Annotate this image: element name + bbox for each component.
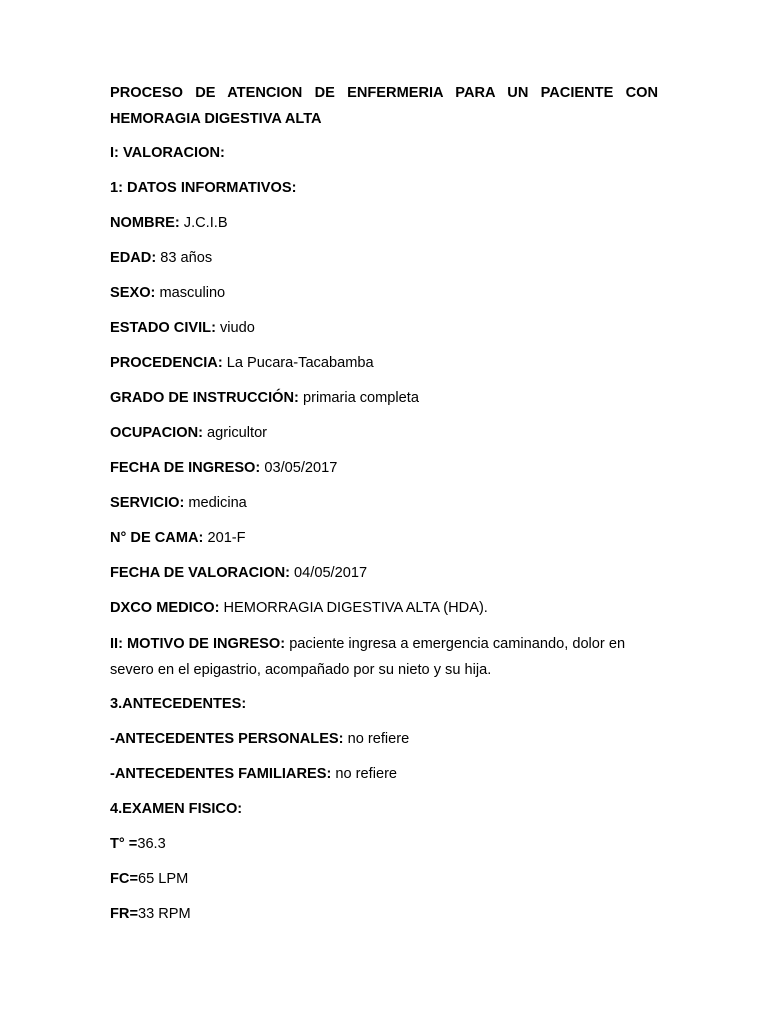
section-heading-examen-fisico: 4.EXAMEN FISICO: [110,801,243,817]
field-value: 33 RPM [137,906,191,922]
field-label: -ANTECEDENTES PERSONALES: [110,731,344,747]
field-label: FECHA DE VALORACION: [110,565,290,581]
field-label: DXCO MEDICO: [110,600,220,616]
field-label: NOMBRE: [110,215,180,231]
field-label: FR= [110,906,138,922]
field-value: no refiere [331,766,398,782]
field-estado-civil [110,316,658,342]
document-title: PROCESO DE ATENCION DE ENFERMERIA PARA UN PACIENTE CON HEMORAGIA DIGESTIVA ALTA [110,85,658,127]
field-diagnostico-medico [110,596,658,622]
field-value: medicina [184,495,247,511]
field-value: viudo [215,320,255,336]
field-label: N° DE CAMA: [110,530,204,546]
vital-frecuencia-cardiaca [110,867,658,893]
field-value: 04/05/2017 [289,565,368,581]
field-label: OCUPACION: [110,425,203,441]
field-fecha-valoracion [110,561,658,587]
section-heading-valoracion: I: VALORACION: [110,145,225,161]
field-procedencia [110,351,658,377]
field-value: no refiere [343,731,410,747]
vital-temperatura [110,832,658,858]
field-label: SERVICIO: [110,495,185,511]
field-value: J.C.I.B [179,215,228,231]
motivo-ingreso [110,631,658,683]
field-servicio [110,491,658,517]
motivo-label: II: MOTIVO DE INGRESO: [110,636,286,652]
field-value: 36.3 [137,836,166,852]
vital-frecuencia-respiratoria [110,902,658,928]
field-numero-cama [110,526,658,552]
field-label: GRADO DE INSTRUCCIÓN: [110,390,299,406]
field-value: HEMORRAGIA DIGESTIVA ALTA (HDA). [219,600,488,616]
field-value: masculino [155,285,226,301]
document-page [110,80,658,937]
field-value: 03/05/2017 [260,460,338,476]
antecedentes-familiares [110,762,658,788]
field-label: FECHA DE INGRESO: [110,460,261,476]
field-value: agricultor [202,425,268,441]
section-heading-datos-informativos: 1: DATOS INFORMATIVOS: [110,180,297,196]
field-label: EDAD: [110,250,157,266]
field-label: FC= [110,871,138,887]
field-label: PROCEDENCIA: [110,355,223,371]
field-label: ESTADO CIVIL: [110,320,216,336]
field-value: 65 LPM [137,871,189,887]
field-grado-instruccion [110,386,658,412]
antecedentes-personales [110,727,658,753]
field-value: La Pucara-Tacabamba [222,355,374,371]
field-nombre [110,211,658,237]
field-fecha-ingreso [110,456,658,482]
field-label: SEXO: [110,285,156,301]
motivo-value: paciente ingresa a emergencia caminando, dolor en severo en el epigastrio, acompañado por su nieto y su hija. [110,636,626,678]
field-sexo [110,281,658,307]
field-label: T° = [110,836,138,852]
field-edad [110,246,658,272]
field-label: -ANTECEDENTES FAMILIARES: [110,766,332,782]
field-ocupacion [110,421,658,447]
field-value: primaria completa [298,390,419,406]
field-value: 201-F [203,530,246,546]
section-heading-antecedentes: 3.ANTECEDENTES: [110,696,247,712]
field-value: 83 años [156,250,213,266]
